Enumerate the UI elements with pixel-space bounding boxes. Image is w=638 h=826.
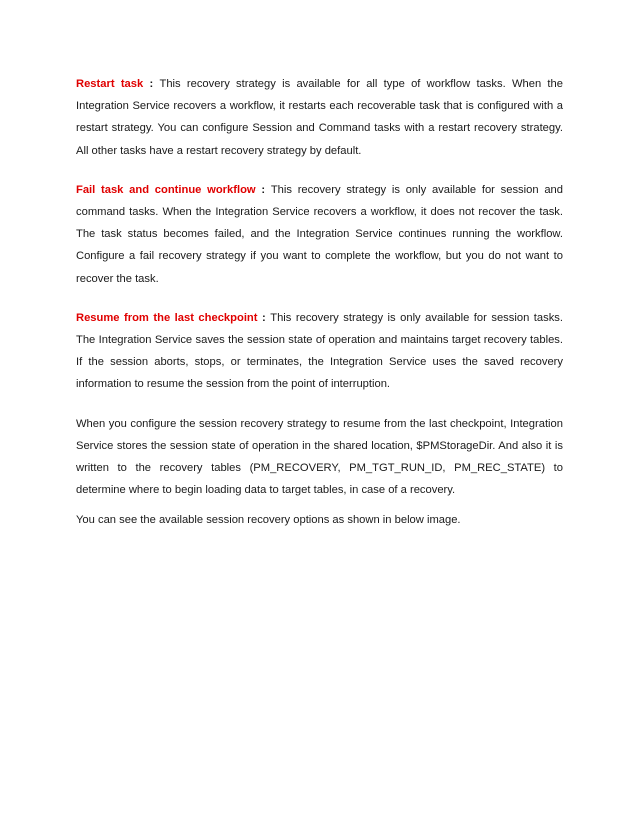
- paragraph-restart-task: [76, 73, 563, 162]
- paragraph-text: You can see the available session recovery options as shown in below image.: [76, 514, 461, 527]
- paragraph-text: This recovery strategy is only available for session tasks. The Integration Service saves the session state of operation and maintains target recovery tables. If the session aborts, stops, or terminates, the Integration Service uses the saved recovery information to resume the session from the point of interruption.: [76, 311, 564, 391]
- paragraph-image-reference: [76, 509, 563, 531]
- paragraph-text: When you configure the session recovery strategy to resume from the last checkpoint, Integration Service stores the session state of operation in the shared location, $PMStorageDir. And also it is written to the recovery tables (PM_RECOVERY, PM_TGT_RUN_ID, PM_REC_STATE) to determine where to begin loading data to target tables, in case of a recovery.: [76, 417, 563, 497]
- paragraph-text: This recovery strategy is available for all type of workflow tasks. When the Integration Service recovers a workflow, it restarts each recoverable task that is configured with a restart strategy. You can configure Session and Command tasks with a restart recovery strategy. All other tasks have a restart recovery strategy by default.: [76, 78, 563, 157]
- term-fail-task-continue-workflow: Fail task and continue workflow: [76, 183, 256, 196]
- paragraph-text: This recovery strategy is only available for session and command tasks. When the Integration Service recovers a workflow, it does not recover the task. The task status becomes failed, and the Integration Service continues running the workflow. Configure a fail recovery strategy if you want to complete the workflow, but you do not want to recover the task.: [76, 183, 563, 285]
- term-restart-task: Restart task: [76, 78, 144, 90]
- paragraph-session-recovery-details: [76, 413, 563, 502]
- paragraph-resume-checkpoint: [76, 307, 563, 396]
- term-separator: :: [143, 78, 160, 90]
- paragraph-fail-task: [76, 179, 563, 290]
- term-separator: :: [255, 183, 271, 196]
- document-page: [76, 73, 563, 549]
- term-separator: :: [257, 311, 271, 324]
- term-resume-last-checkpoint: Resume from the last checkpoint: [76, 311, 258, 324]
